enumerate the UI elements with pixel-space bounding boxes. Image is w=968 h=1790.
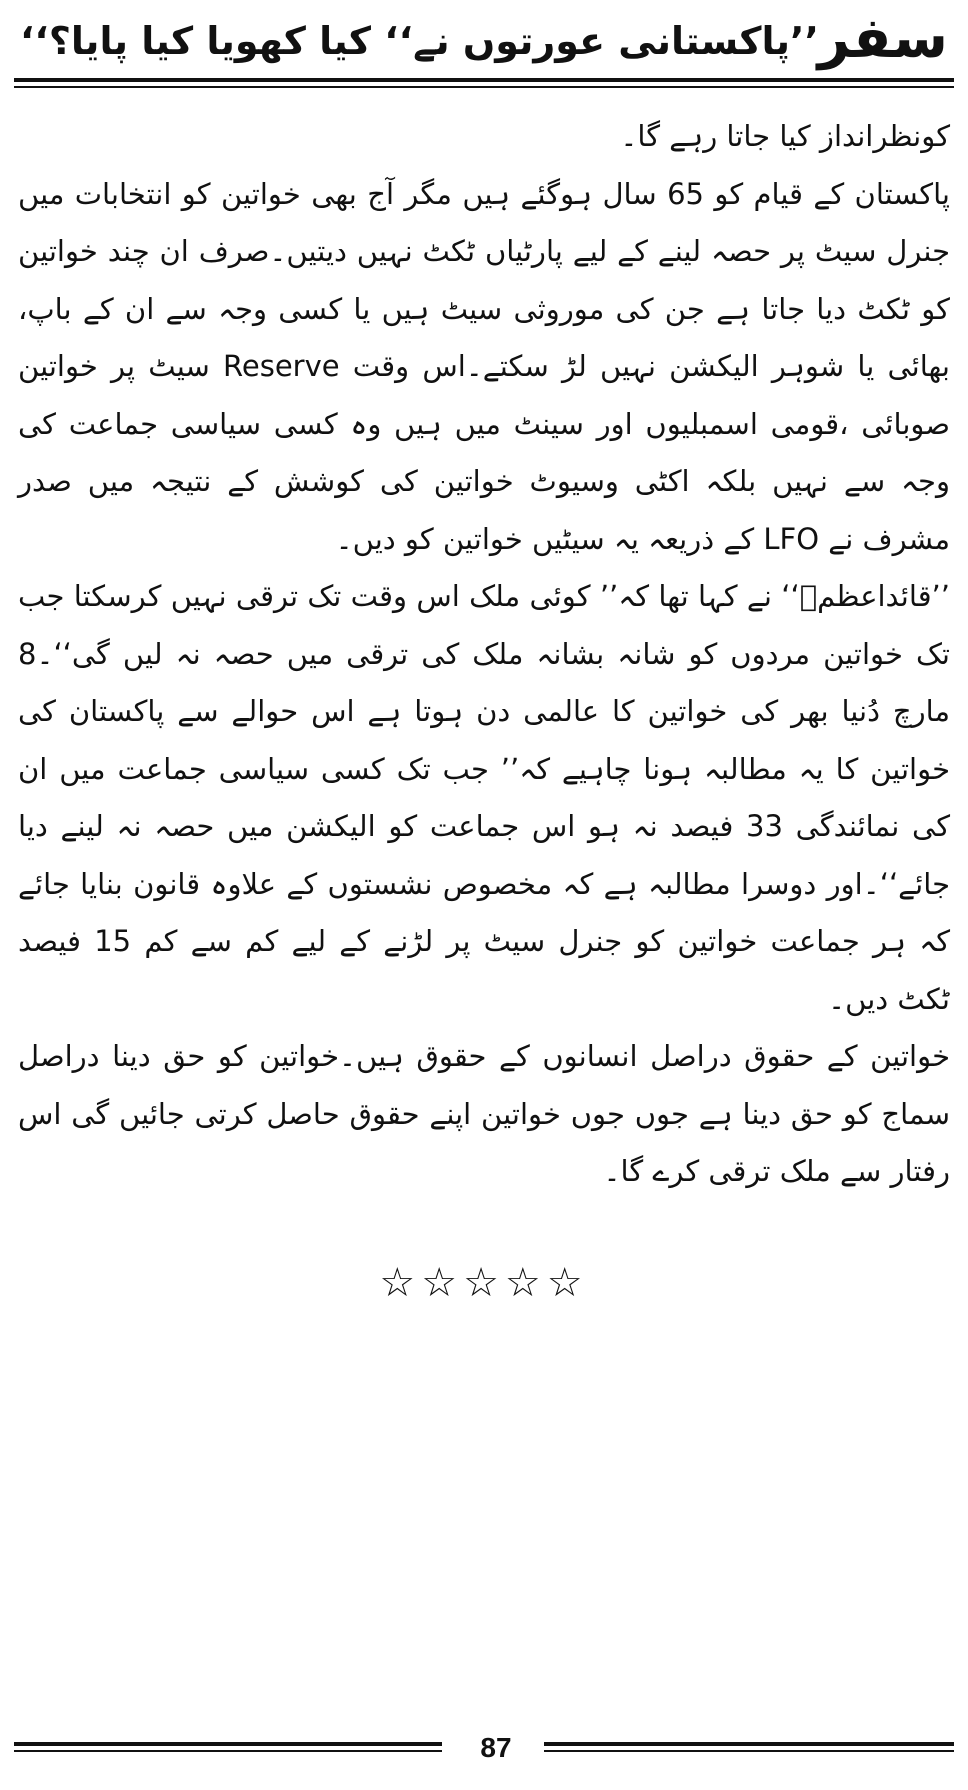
paragraph-2: پاکستان کے قیام کو 65 سال ہوگئے ہیں مگر آج بھی خواتین کو انتخابات میں جنرل سیٹ پر حصہ لینے کے لیے پارٹیاں ٹکٹ نہیں دیتیں۔صرف ان چند خواتین کو ٹکٹ دیا جاتا ہے جن کی موروثی سیٹ ہیں یا کسی وجہ سے ان کے باپ، بھائی یا شوہر الیکشن نہیں لڑ سکتے۔اس وقت Reserve سیٹ پر خواتین صوبائی ،قومی اسمبلیوں اور سینٹ میں ہیں وہ کسی سیاسی جماعت کی وجہ سے نہیں بلکہ اکٹی وسیوٹ خواتین کی کوشش کے نتیجہ میں صدر مشرف نے LFO کے ذریعہ یہ سیٹیں خواتین کو دیں۔: [18, 176, 950, 556]
book-title: سفر: [817, 6, 948, 71]
footer-rule-left-thin: [14, 1750, 442, 1752]
header-rule-thin: [14, 86, 954, 88]
paragraph-4: خواتین کے حقوق دراصل انسانوں کے حقوق ہیں۔خواتین کو حق دینا دراصل سماج کو حق دینا ہے جوں جوں خواتین اپنے حقوق حاصل کرتی جائیں گی اس رفتار سے ملک ترقی کرے گا۔: [18, 1039, 950, 1188]
page-number: 87: [480, 1732, 512, 1763]
body-text: [18, 108, 950, 1201]
chapter-title: ’’پاکستانی عورتوں نے‘‘ کیا کھویا کیا پایا؟‘‘: [20, 19, 819, 63]
header-rule-thick: [14, 78, 954, 82]
page-header: [14, 8, 954, 78]
star-separator: ☆☆☆☆☆: [379, 1260, 589, 1306]
paragraph-3: ’’قائداعظمؒ‘‘ نے کہا تھا کہ’’ کوئی ملک اس وقت تک ترقی نہیں کرسکتا جب تک خواتین مردوں کو شانہ بشانہ ملک کی ترقی میں حصہ نہ لیں گی‘‘۔8 مارچ دُنیا بھر کی خواتین کا عالمی دن ہوتا ہے اس حوالے سے پاکستان کی خواتین کا یہ مطالبہ ہونا چاہیے کہ’’ جب تک کسی سیاسی جماعت میں ان کی نمائندگی 33 فیصد نہ ہو اس جماعت کو الیکشن میں حصہ نہ لینے دیا جائے‘‘۔اور دوسرا مطالبہ ہے کہ مخصوص نشستوں کے علاوہ قانون بنایا جائے کہ ہر جماعت خواتین کو جنرل سیٹ پر لڑنے کے لیے کم سے کم 15 فیصد ٹکٹ دیں۔: [18, 579, 951, 1016]
footer-rule-right-thin: [544, 1750, 954, 1752]
footer-rule-right-thick: [544, 1742, 954, 1746]
footer-rule-left-thick: [14, 1742, 442, 1746]
page-footer: [0, 1730, 968, 1770]
paragraph-1: کونظرانداز کیا جاتا رہے گا۔: [620, 119, 950, 153]
